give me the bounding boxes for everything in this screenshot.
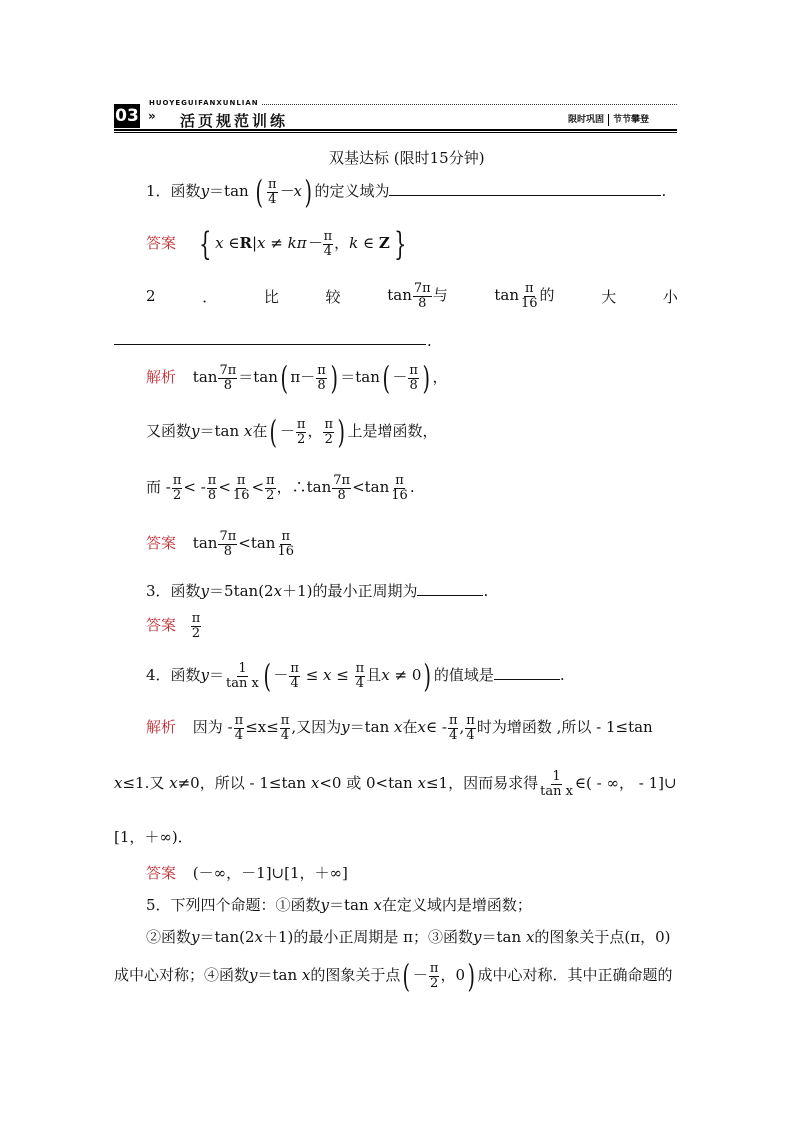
paren: ) [337,413,346,451]
analysis-2-line-2: 又函数y＝tan x在( － $\frac{\pi}{2}$ ， $\frac{\pi}{2}$ ) 上是增函数， [146,413,438,451]
section-number-badge: 03 [115,106,139,126]
paren: ( [263,657,271,695]
answer-blank [389,195,661,196]
a1-bar-x: |x [251,234,266,252]
fraction: $\frac{\pi}{4}$ [355,660,365,691]
analysis-2 [146,359,448,397]
header-tags [568,112,649,126]
q2-c5: 小 [662,287,678,306]
a1-x: x [215,234,224,252]
a1-R: R [239,234,252,252]
fraction: $\frac{7\pi}{8}$ [333,473,351,503]
analysis-4-line-2: x≤1.又 x≠0，所以 - 1≤tan x<0 或 0<tan x≤1，因而易求得 $\frac{1}{\text{tan x}}$ ∈( - ∞， - 1]∪ [114,769,677,799]
j2-tan: tan [192,368,218,386]
answer-label: 答案 [146,234,177,252]
fraction: $\frac{\pi}{16}$ [232,473,250,503]
answer-2: 答案 tan $\frac{7\pi}{8}$ <tan $\frac{\pi}{16}$ [146,529,295,559]
answer-label: 答案 [146,534,177,553]
q2-expr2: tan $\frac{\pi}{16}$ 的 [494,281,555,311]
paren: ( [402,957,411,995]
q1-text-b: 的定义域为 [314,182,390,200]
brace: { [198,225,212,263]
a1-in-z: ∈ [363,234,375,252]
fraction: $\frac{1}{\text{tan x}}$ [540,769,573,799]
fraction: $\frac{\pi}{16}$ [277,529,295,559]
fraction: $\frac{\pi}{2}$ [429,960,439,991]
q2-c4: 大 [601,287,617,306]
a1-in: ∈ [228,234,240,252]
q2-c1: 比 [263,287,279,306]
fraction: $\frac{\pi}{16}$ [391,473,408,503]
a1-kpi: kπ－ [287,234,322,252]
fraction: $\frac{\pi}{4}$ [466,713,475,743]
header-tag-2: 节节攀登 [613,115,650,125]
fraction: $\frac{7\pi}{8}$ [219,529,237,559]
fraction: $\frac{\pi}{8}$ [409,362,418,393]
q1-eq: ＝tan [209,182,249,200]
q1-minus-x: －x [278,182,302,200]
q2-c2: 较 [325,287,341,306]
paren: ) [467,957,475,995]
section-title: 双基达标 (限时15分钟) [329,149,485,167]
j2-eq1: ＝tan [238,368,278,386]
answer-blank [494,679,560,680]
fraction: $\frac{\pi}{4}$ [290,660,299,691]
q1-end: . [661,182,667,200]
fraction: $\frac{\pi}{2}$ [266,473,275,503]
fraction: $\frac{\pi}{4}$ [448,713,458,743]
q1-y: y [200,182,210,200]
fraction: $\frac{\pi}{4}$ [234,713,244,743]
q2-num: 2 [146,287,156,306]
answer-blank [417,595,483,596]
paren: ( [280,359,288,397]
tag-separator [608,114,609,126]
analysis-4-line-3: [1，＋∞)． [114,828,193,846]
j2-eq2: ＝tan [340,368,380,386]
answer-1 [146,225,410,263]
fraction: $\frac{\pi}{8}$ [317,362,326,393]
question-5: 5．下列四个命题：①函数y＝tan x在定义域内是增函数； [146,896,532,914]
paren: ( [255,173,264,211]
paren: ) [423,657,432,695]
brace: } [393,225,407,263]
chevron-icon: » [148,109,156,123]
fraction: $\frac{\pi}{4}$ [267,176,277,207]
q1-text: 函数 [170,182,201,200]
question-1 [146,173,667,211]
a1-comma: ， [334,234,350,252]
header-pinyin: HUOYEGUIFANXUNLIAN [149,99,259,107]
fraction: $\frac{\pi}{4}$ [280,713,290,743]
a1-Z: Z [378,234,390,252]
answer-label: 答案 [146,616,177,635]
question-5-line-2: ②函数y＝tan(2x＋1)的最小正周期是 π；③函数y＝tan x的图象关于点(π，0) [146,928,671,946]
answer-blank-q2 [114,344,426,345]
j2-tail: ， [432,368,448,386]
fraction: $\frac{1}{\text{tan x}}$ [226,660,259,691]
question-4: 4．函数y＝ $\frac{1}{\text{tan x}}$ ( － $\frac{\pi}{4}$ ≤ x ≤ $\frac{\pi}{4}$ 且x ≠ 0) 的值域是 . [146,657,565,695]
analysis-2-line-3: 而 - $\frac{\pi}{2}$ < - $\frac{\pi}{8}$ < $\frac{\pi}{16}$ < $\frac{\pi}{2}$ ，∴tan $\frac{7\pi}{8}$ <tan $\frac{\pi}{16}$ . [146,473,415,503]
fraction: $\frac{\pi}{8}$ [207,473,217,503]
header-title: 活页规范训练 [180,112,289,130]
question-3: 3．函数y＝5tan(2x＋1)的最小正周期为 . [146,582,489,600]
paren: ) [422,359,430,397]
fraction: $\frac{\pi}{2}$ [191,611,201,641]
a1-k: k [349,234,359,252]
j2-pi-m: π－ [290,368,316,386]
analysis-4: 解析 因为 - $\frac{\pi}{4}$ ≤x≤ $\frac{\pi}{4}$ ,又因为y＝tan x在x∈ - $\frac{\pi}{4}$ , $\frac{\pi}{4}$ 时为增函数 ,所以 - 1≤tan [146,713,653,743]
fraction: $\frac{\pi}{2}$ [324,416,334,447]
header-dotted-rule [262,104,677,105]
header-rule-thin [114,132,677,133]
fraction: $\frac{7\pi}{8}$ [219,362,237,393]
j2-m: － [392,368,408,386]
fraction: $\frac{\pi}{4}$ [323,228,333,259]
q2-end: . [427,332,432,350]
paren: ( [269,413,278,451]
answer-3 [146,612,202,640]
q1-num: 1． [146,182,171,200]
header-rule [114,129,677,131]
fraction: $\frac{\pi}{2}$ [296,416,306,447]
answer-label: 答案 [146,864,177,882]
paren: ) [304,173,312,211]
paren: ( [382,359,390,397]
q2-expr1: tan $\frac{7\pi}{8}$ 与 [387,281,448,311]
header-tag-1: 限时巩固 [568,115,605,125]
question-2 [146,282,678,310]
fraction: $\frac{\pi}{2}$ [172,473,182,503]
question-5-line-3: 成中心对称；④函数y＝tan x的图象关于点( － $\frac{\pi}{2}$ ，0) 成中心对称．其中正确命题的 [114,957,673,995]
answer-4: 答案 (－∞，－1]∪[1，＋∞] [146,864,348,882]
analysis-label: 解析 [146,368,177,386]
a1-ne: ≠ [270,234,283,252]
paren: ) [330,359,338,397]
analysis-label: 解析 [146,718,177,737]
q2-dot: ． [202,287,218,306]
